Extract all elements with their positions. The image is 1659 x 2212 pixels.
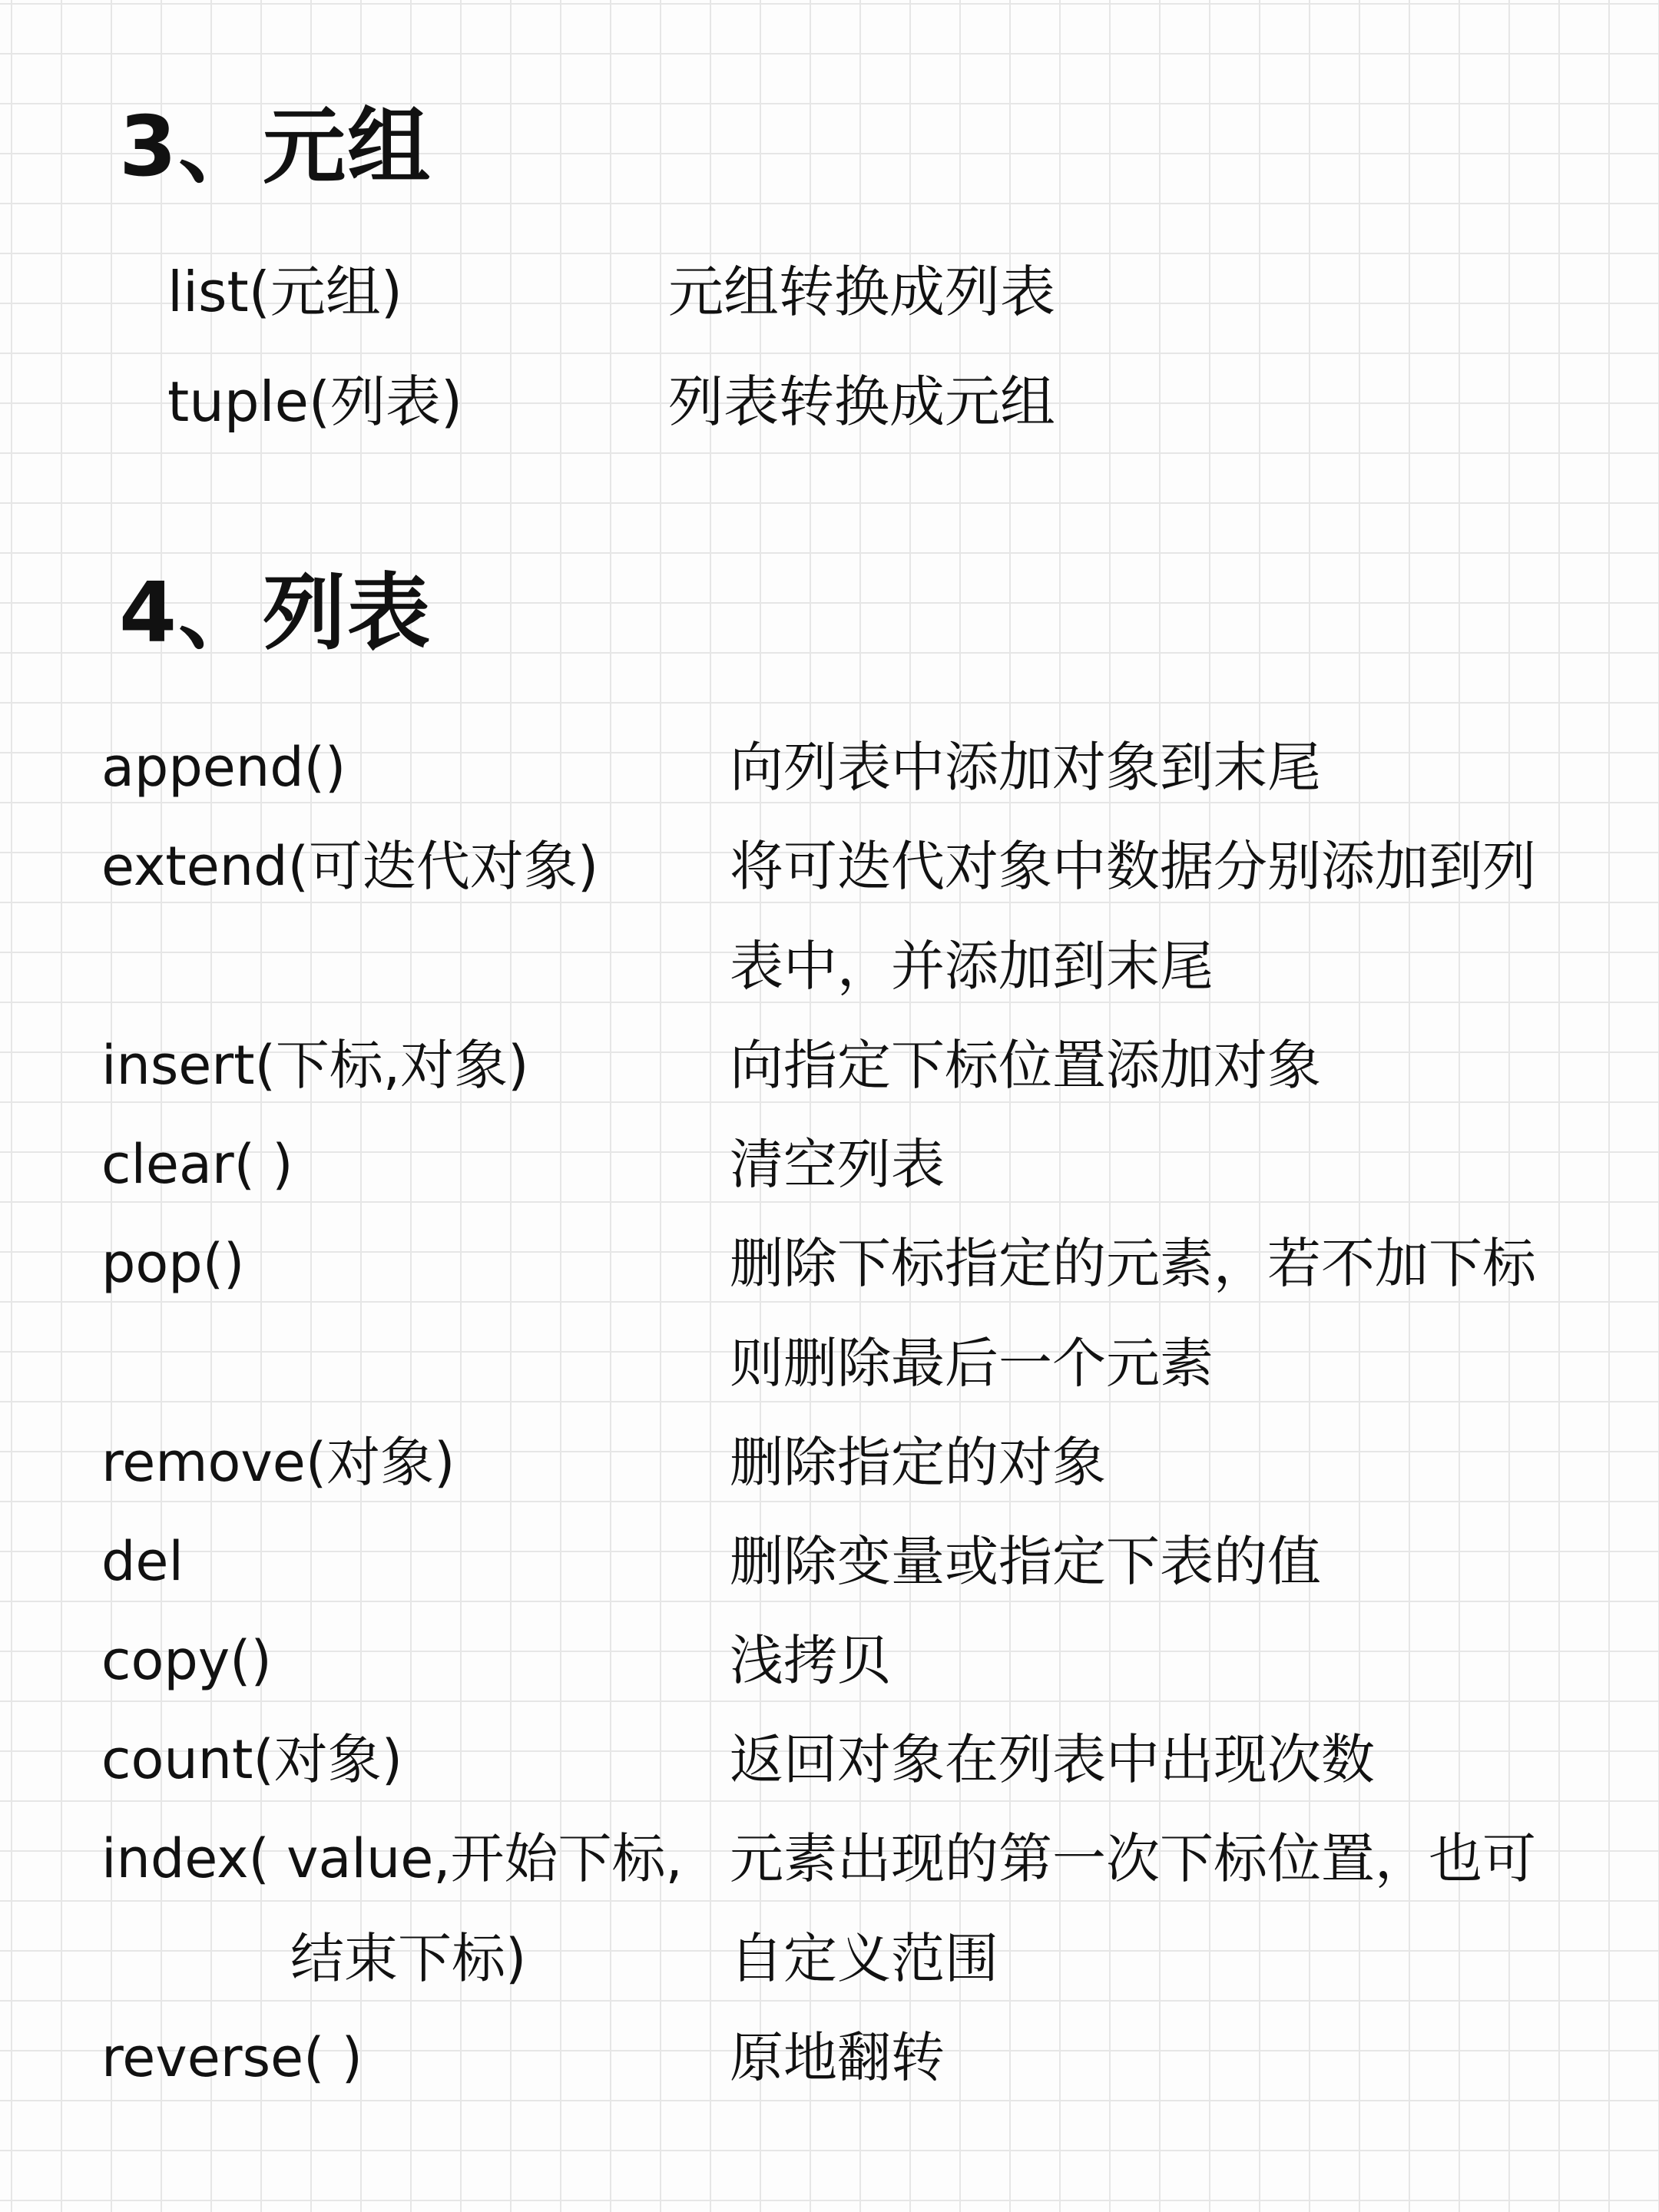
function-line-continued: 结束下标) xyxy=(290,1927,527,1990)
list-function: reverse( ) xyxy=(101,2026,363,2089)
list-function: insert(下标,对象) xyxy=(101,1034,529,1097)
description-line: 浅拷贝 xyxy=(730,1629,891,1692)
description-line: 返回对象在列表中出现次数 xyxy=(730,1728,1375,1791)
list-description xyxy=(730,2008,1575,2108)
list-description xyxy=(730,816,1575,1016)
list-function: copy() xyxy=(101,1629,272,1692)
list-function: extend(可迭代对象) xyxy=(101,835,599,898)
list-function: del xyxy=(101,1530,184,1593)
list-description xyxy=(730,1412,1575,1512)
description-line: 元素出现的第一次下标位置，也可 xyxy=(730,1827,1536,1890)
tuple-description: 列表转换成元组 xyxy=(668,369,1056,434)
section-title-tuple: 3、元组 xyxy=(119,99,432,195)
description-line: 删除下标指定的元素，若不加下标 xyxy=(730,1232,1536,1295)
tuple-function: list(元组) xyxy=(167,260,402,324)
list-function xyxy=(101,1809,716,2008)
function-line: index( value,开始下标, xyxy=(101,1827,683,1890)
description-line: 则删除最后一个元素 xyxy=(730,1332,1214,1395)
tuple-description: 元组转换成列表 xyxy=(668,260,1056,324)
list-description xyxy=(730,1710,1575,1810)
tuple-row xyxy=(0,367,1659,436)
description-line: 自定义范围 xyxy=(730,1927,998,1990)
description-line: 原地翻转 xyxy=(730,2026,945,2089)
description-line: 向列表中添加对象到末尾 xyxy=(730,736,1321,799)
description-line: 清空列表 xyxy=(730,1133,945,1196)
tuple-row xyxy=(0,257,1659,326)
list-description xyxy=(730,1809,1575,2008)
list-function: pop() xyxy=(101,1232,245,1295)
section-title-list: 4、列表 xyxy=(119,565,432,661)
list-function: append() xyxy=(101,736,346,799)
description-line: 将可迭代对象中数据分别添加到列 xyxy=(730,835,1536,898)
list-function: remove(对象) xyxy=(101,1431,455,1494)
description-line: 表中，并添加到末尾 xyxy=(730,935,1214,998)
description-line: 向指定下标位置添加对象 xyxy=(730,1034,1321,1097)
tuple-function: tuple(列表) xyxy=(167,369,463,434)
list-function: clear( ) xyxy=(101,1133,293,1196)
list-description xyxy=(730,1015,1575,1115)
list-description xyxy=(730,1512,1575,1611)
list-description xyxy=(730,1214,1575,1413)
list-description xyxy=(730,717,1575,817)
description-line: 删除变量或指定下表的值 xyxy=(730,1530,1321,1593)
list-function: count(对象) xyxy=(101,1728,403,1791)
list-description xyxy=(730,1611,1575,1710)
description-line: 删除指定的对象 xyxy=(730,1431,1106,1494)
list-description xyxy=(730,1114,1575,1214)
